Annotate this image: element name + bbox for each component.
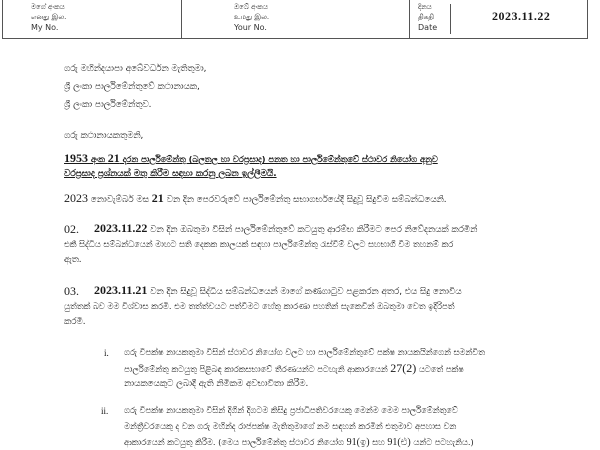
date-label-ta: திகதி xyxy=(418,13,434,21)
para-02-line-1-rest: වන දින ඔබතුමා විසින් පාර්ලිමේන්තුවේ කටයුතු ආරම්භ කිරීමට පෙර නිවේදනයක් කරමින් xyxy=(147,225,478,235)
intro-text-2: වන දින පෙරවරුවේ පාර්ලිමේන්තු සභාගර්භයේදී සිදුවූ සිදුවීම සම්බන්ධයෙනි. xyxy=(163,195,447,205)
date-label-si: දිනය xyxy=(418,3,432,11)
subject-part-2: දරන පාර්ලිමේන්තු (බලතල හා වරප්‍රසාද) පනත හා පාර්ලිමේන්තුවේ ස්ථාවර නියෝග අනුව xyxy=(119,154,438,164)
item-ii-order-number-2: 91(එ) xyxy=(387,437,411,448)
para-03-date: 2023.11.21 xyxy=(94,283,148,297)
para-03-number: 03. xyxy=(64,284,79,298)
item-ii-line-3 xyxy=(124,436,474,449)
item-ii-line-3a: ආකාරයෙන් කටයුතු කිරීම. (මෙය පාර්ලිමේන්තු ස්ථාවර නියෝග xyxy=(124,437,347,447)
date-label-en: Date xyxy=(418,23,438,32)
intro-year: 2023 xyxy=(64,191,88,205)
my-number-cell xyxy=(3,0,182,38)
item-ii-line-3c: යන්ට පටහැනිය.) xyxy=(410,437,474,447)
my-no-label-si: මගේ අංකය xyxy=(31,3,65,11)
address-line-2: ශ්‍රී ලංකා පාර්ලිමේන්තුවේ කථානායක, xyxy=(64,82,200,92)
salutation: ගරු කථානායකතුමනි, xyxy=(64,131,144,141)
intro-line xyxy=(64,192,447,206)
para-02-line-2: එකී සිද්ධිය සම්බන්ධයෙන් මාහට සති දෙකක කාලයක් සඳහා පාර්ලිමේන්තු රැස්වීම් වලට සහභාගී වීම තහනම් කර xyxy=(64,239,454,249)
date-cell xyxy=(410,0,586,38)
para-02-date: 2023.11.22 xyxy=(94,221,148,235)
item-ii-order-number-1: 91(ඉ) xyxy=(346,437,370,448)
item-i-line-2a: පාර්ලිමේන්තු කටයුතු පිළිබඳ කාරකසභාවේ තීරණයන්ට පටහැනි ආකාරයෙන් xyxy=(124,364,391,374)
item-i-line-1: ගරු විපක්ෂ නායකතුමා විසින් ස්ථාවර නියෝග වලට හා පාර්ලිමේන්තුවේ පක්ෂ නායකයින්ගෙන් සමන්විත xyxy=(124,347,485,357)
para-03-line-2: යුත්තක් බව මම විශ්වාස කරමි. එම තත්ත්වයට පත්වීමට හේතු කාරණා පහතින් සැකෙවින් ඔබතුමා වෙත ඉදිරිපත් xyxy=(64,301,455,311)
item-ii-line-1: ගරු විපක්ෂ නායකතුමා විසින් දිගින් දිගටම කිසිදු ප්‍රජාධිපතිවරයෙකු මෙන්ම මෙම පාර්ලිමේන්තුවේ xyxy=(124,405,458,415)
subject-part-1: අංක xyxy=(88,154,108,164)
date-separator xyxy=(450,4,451,34)
your-no-label-si: ඔබේ අංකය xyxy=(234,3,268,11)
intro-day: 21 xyxy=(151,191,164,205)
reference-header-table xyxy=(2,0,588,39)
your-no-label-en: Your No. xyxy=(234,23,267,32)
item-i-order-number: 27(2) xyxy=(390,361,417,375)
subject-year: 1953 xyxy=(64,151,88,165)
letter-date: 2023.11.22 xyxy=(492,9,551,23)
item-i-line-3: නායකයෙකුට ලබාදී ඇති නිමිකම අවභාවිතා කිරීම. xyxy=(124,379,309,389)
item-ii-line-3b: සහ xyxy=(369,437,388,447)
my-no-label-en: My No. xyxy=(31,23,59,32)
item-i-line-2b: යටතේ පක්ෂ xyxy=(416,364,464,374)
item-ii-line-2: මන්ත්‍රීවරයෙකු ද වන ගරු මහින්ද රාජපක්ෂ මැතිතුමාගේ නම සඳහන් කරමින් එතුමාව අපහාස වන xyxy=(124,421,457,431)
para-02-line-3: ඇත. xyxy=(64,255,82,265)
para-03-line-1 xyxy=(94,284,462,298)
address-line-1: ගරු මහින්දයාපා අබේවර්ධන මැතිතුමා, xyxy=(64,64,207,74)
address-line-3: ශ්‍රී ලංකා පාර්ලිමේන්තුව. xyxy=(64,100,152,110)
item-i-line-2 xyxy=(124,362,464,375)
your-no-label-ta: உமது இல. xyxy=(234,13,270,21)
subject-line-2: වරප්‍රසාද ප්‍රශ්නයක් මතු කිරීම සඳහා කරනු ලබන ඉල්ලීමයි. xyxy=(64,169,277,179)
intro-text-1: නොවැම්බර් මස xyxy=(88,195,152,205)
para-03-line-3: කරමි. xyxy=(64,317,86,327)
subject-line-1 xyxy=(64,152,438,165)
my-no-label-ta: எனது இல. xyxy=(31,13,67,21)
para-03-line-1-rest: වන දින සිදුවූ සිද්ධිය සම්බන්ධයෙන් මාගේ කණගාටුව පළකරන අතර, එය සිදු නොවිය xyxy=(147,287,462,297)
para-02-line-1 xyxy=(94,222,477,236)
your-number-cell xyxy=(182,0,410,38)
para-02-number: 02. xyxy=(64,222,79,236)
subject-act-number: 21 xyxy=(107,151,120,165)
item-ii-label: ii. xyxy=(101,406,109,416)
item-i-label: i. xyxy=(104,348,109,358)
